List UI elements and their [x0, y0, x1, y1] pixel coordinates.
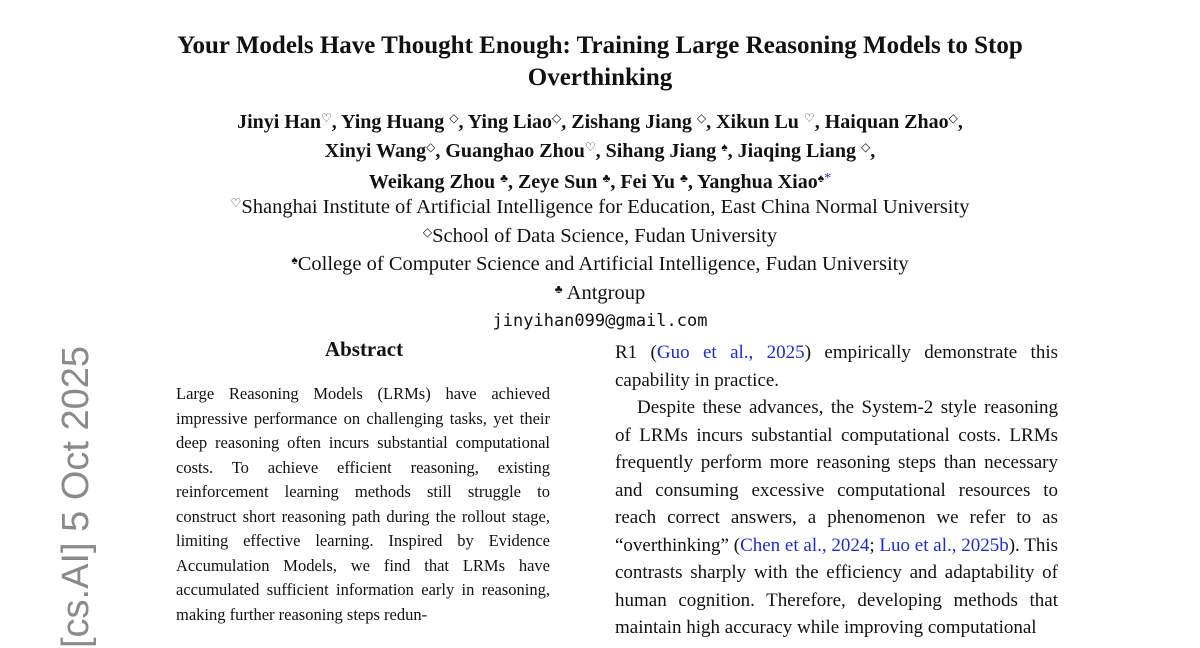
author-line-2	[325, 140, 875, 162]
abstract-text: Large Reasoning Models (LRMs) have achieved impressive performance on challenging tasks, yet their deep reasoning often incurs substantial computational costs. To achieve efficient reasoning, existing reinforcement learning methods still struggle to construct short reasoning path during the rollout stage, limiting effective learning. Inspired by Evidence Accumulation Models, we find that LRMs have accumulated sufficient information early in reasoning, making further reasoning steps redun-	[176, 384, 550, 624]
affiliation: ♠College of Computer Science and Artificial Intelligence, Fudan University	[291, 253, 909, 275]
author: Guanghao Zhou♡,	[445, 139, 606, 162]
arxiv-stamp: [cs.AI] 5 Oct 2025	[55, 345, 97, 648]
paper-title: Your Models Have Thought Enough: Training Large Reasoning Models to Stop Overthinking	[177, 32, 1023, 91]
citation-link[interactable]: Chen et al., 2024	[740, 534, 870, 556]
author: Weikang Zhou ♣,	[368, 171, 518, 193]
author: Yanghua Xiao♠	[697, 171, 825, 193]
author: Jinyi Han♡,	[237, 111, 342, 133]
author: Xinyi Wang◇,	[324, 139, 446, 162]
citation-link[interactable]: Luo et al., 2025b	[879, 534, 1009, 556]
affiliation-list	[120, 193, 1080, 336]
author: Xikun Lu ♡,	[716, 111, 825, 133]
affiliation: ♡Shanghai Institute of Artificial Intelligence for Education, East China Normal University	[230, 196, 970, 218]
citation-link[interactable]: Guo et al., 2025	[656, 342, 805, 363]
author: Ying Huang ◇,	[341, 111, 468, 133]
corresponding-author-mark[interactable]: *	[824, 171, 832, 186]
abstract-heading: Abstract	[324, 337, 404, 361]
author: Fei Yu ♣,	[620, 171, 698, 193]
author-line-3	[369, 171, 831, 193]
affiliation: ♣ Antgroup	[554, 281, 646, 304]
contact-email[interactable]: jinyihan099@gmail.com	[492, 311, 708, 331]
paragraph: R1 (Guo et al., 2025) empirically demonstrate this capability in practice.	[615, 342, 1058, 391]
paragraph: Despite these advances, the System-2 style reasoning of LRMs incurs substantial computational costs. LRMs frequently perform more reasoning steps than necessary and consuming excessive computational resources to reach correct answers, a phenomenon we refer to as “overthinking” (Chen et al., 2024; Luo et al., 2025b). This contrasts sharply with the efficiency and adaptability of human cognition. Therefore, developing methods that maintain high accuracy while improving computational	[615, 397, 1059, 638]
author: Haiquan Zhao◇,	[824, 111, 963, 133]
author: Ying Liao◇,	[467, 111, 572, 133]
author-list	[120, 108, 1080, 197]
right-column-text	[615, 339, 1058, 642]
author: Zeye Sun ♣,	[517, 171, 621, 193]
author-line-1	[237, 111, 963, 133]
author: Zishang Jiang ◇,	[571, 111, 717, 133]
affiliation: ◇School of Data Science, Fudan University	[422, 224, 778, 247]
author: Sihang Jiang ♠,	[605, 139, 738, 162]
author: Jiaqing Liang ◇,	[737, 139, 876, 162]
